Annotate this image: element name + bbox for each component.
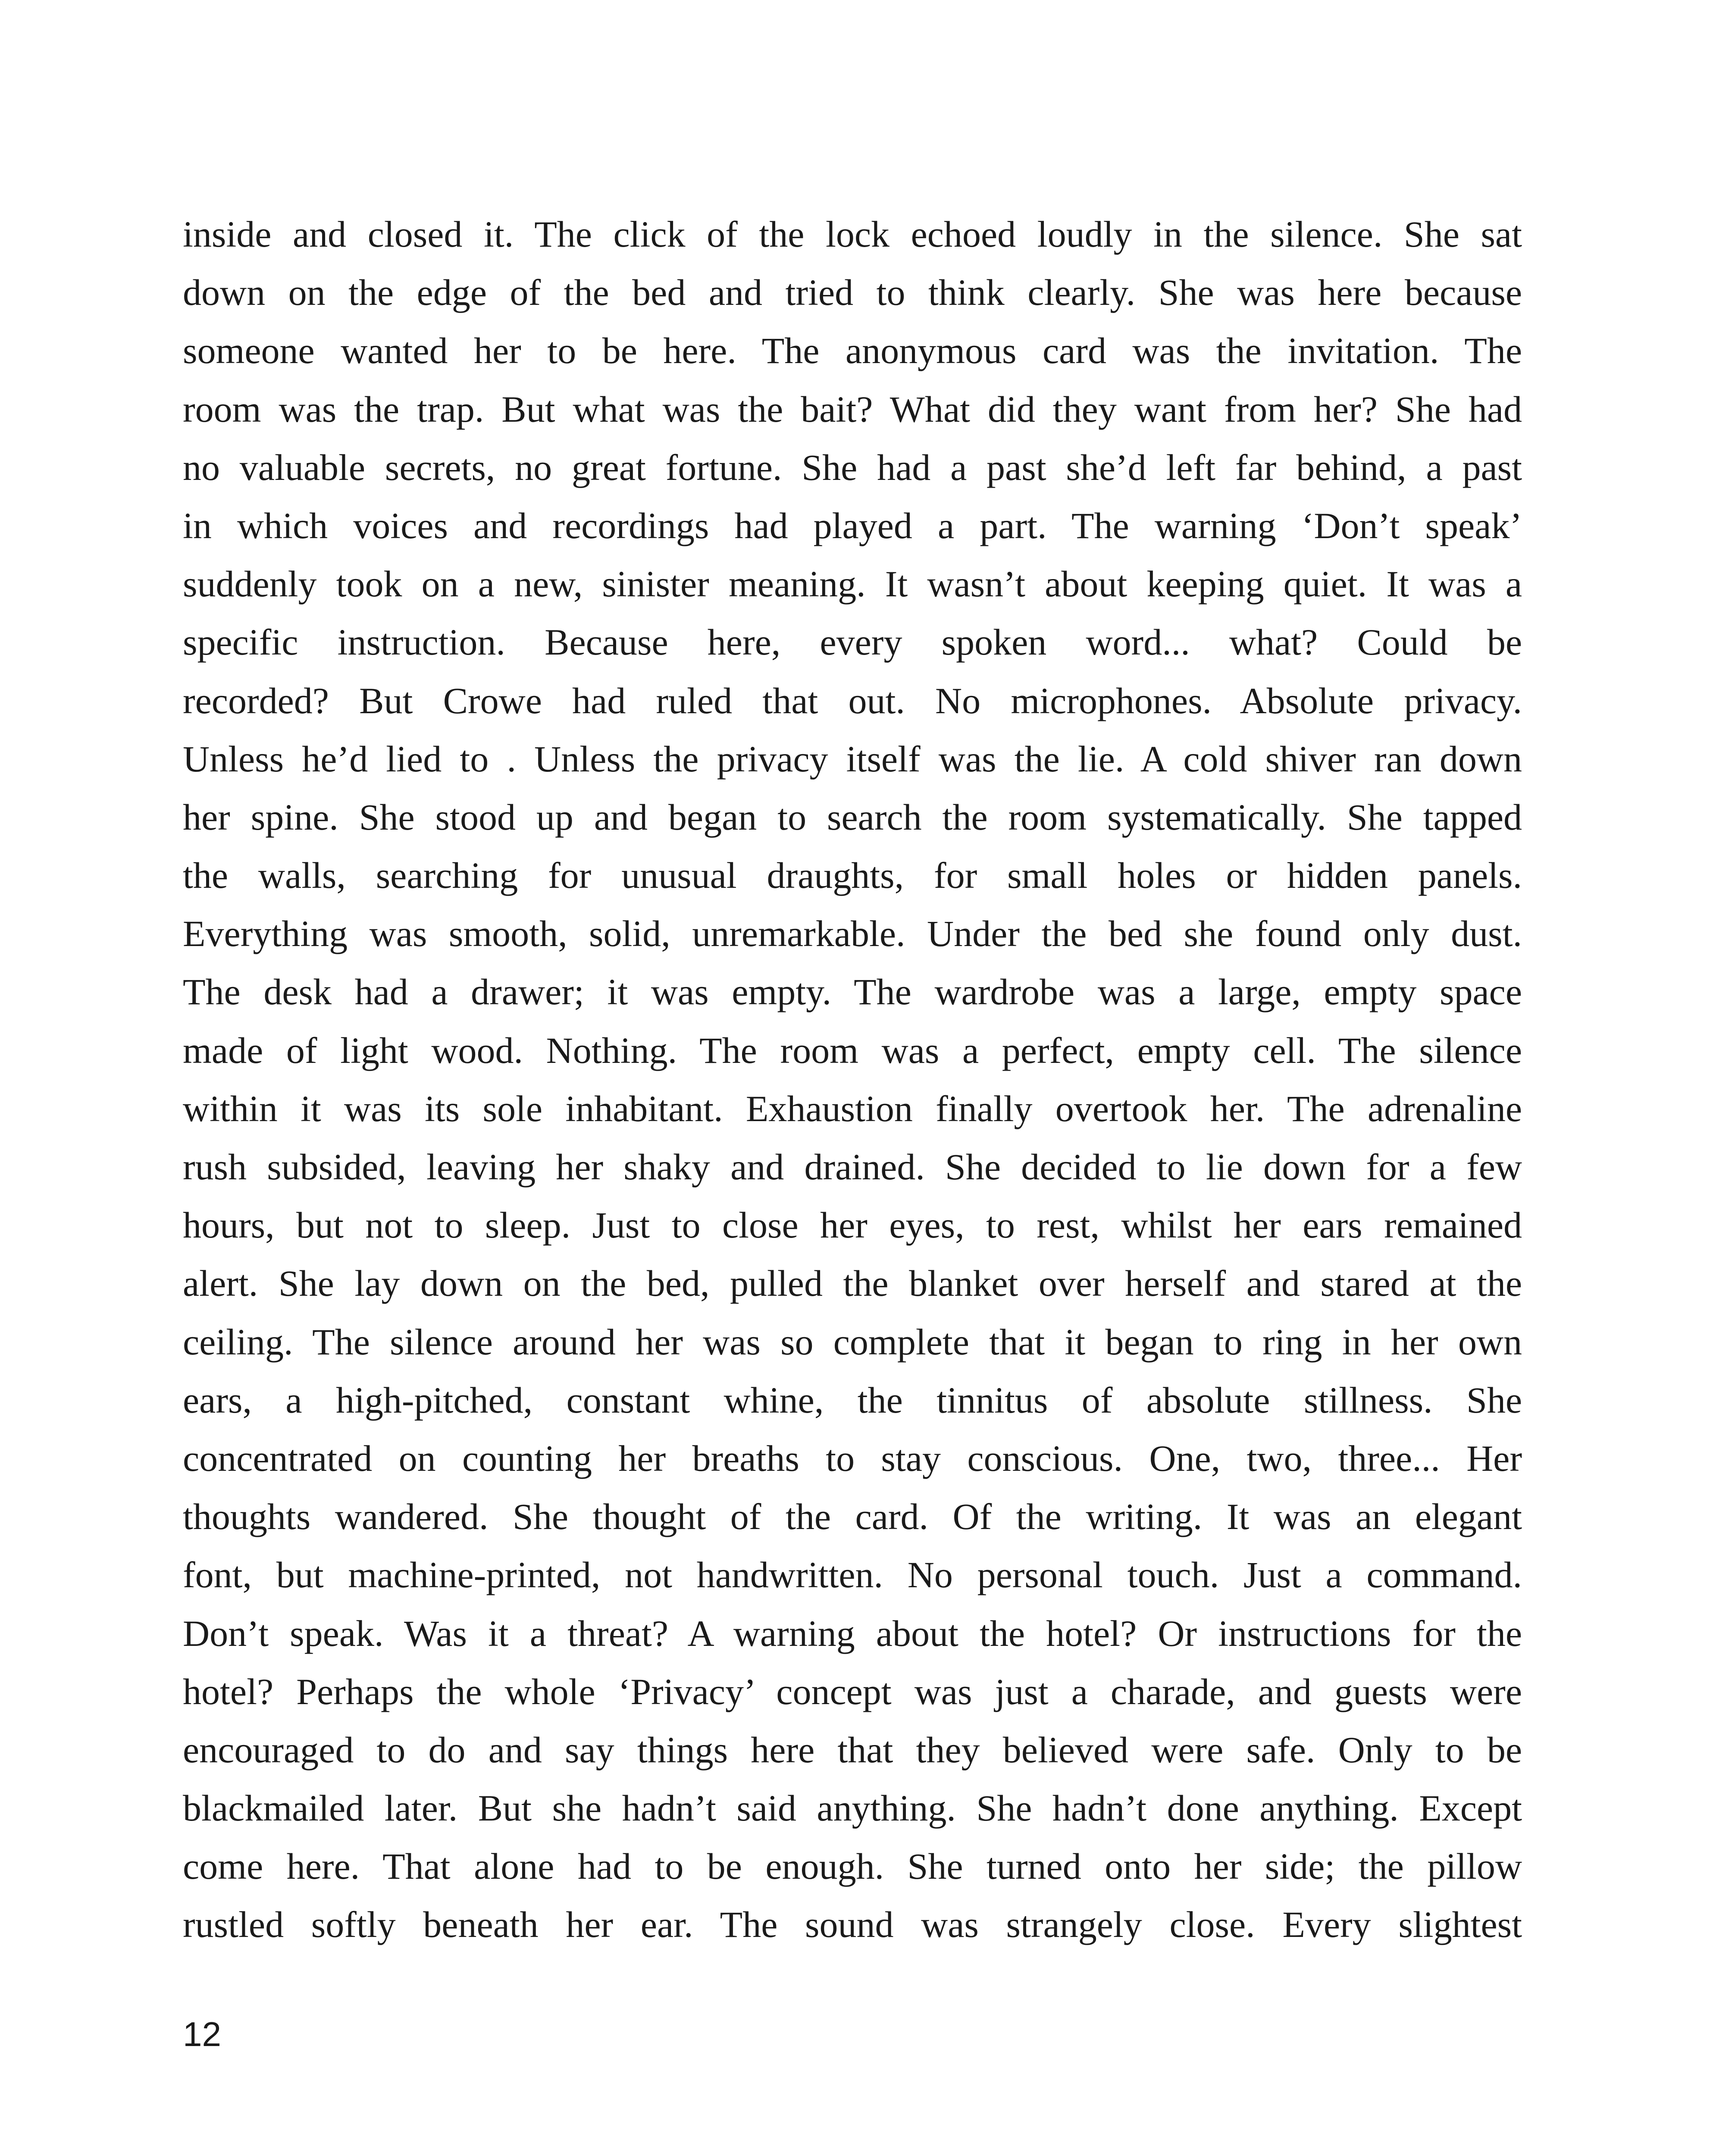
- text-line: alert. She lay down on the bed, pulled the blanket over herself and stared at the: [183, 1263, 1522, 1304]
- text-line: suddenly took on a new, sinister meaning. It wasn’t about keeping quiet. It was a: [183, 563, 1522, 605]
- text-line: the walls, searching for unusual draughts, for small holes or hidden panels.: [183, 855, 1522, 896]
- text-line: specific instruction. Because here, every spoken word... what? Could be: [183, 621, 1522, 663]
- text-line: ceiling. The silence around her was so complete that it began to ring in her own: [183, 1321, 1522, 1363]
- text-line: in which voices and recordings had played a part. The warning ‘Don’t speak’: [183, 505, 1522, 546]
- text-line: recorded? But Crowe had ruled that out. No microphones. Absolute privacy.: [183, 680, 1522, 721]
- text-line: hotel? Perhaps the whole ‘Privacy’ concept was just a charade, and guests were: [183, 1670, 1522, 1712]
- text-line: ears, a high-pitched, constant whine, the tinnitus of absolute stillness. She: [183, 1379, 1522, 1421]
- page-number: 12: [183, 2015, 221, 2053]
- text-line: no valuable secrets, no great fortune. She had a past she’d left far behind, a past: [183, 446, 1522, 488]
- text-line: down on the edge of the bed and tried to think clearly. She was here because: [183, 272, 1522, 313]
- text-line: blackmailed later. But she hadn’t said anything. She hadn’t done anything. Except: [183, 1787, 1522, 1829]
- text-line: room was the trap. But what was the bait? What did they want from her? She had: [183, 388, 1522, 430]
- text-line: come here. That alone had to be enough. She turned onto her side; the pillow: [183, 1846, 1522, 1887]
- text-line: font, but machine-printed, not handwritten. No personal touch. Just a command.: [183, 1554, 1522, 1596]
- text-line: inside and closed it. The click of the lock echoed loudly in the silence. She sat: [183, 213, 1522, 255]
- body-paragraph: [183, 205, 1522, 1954]
- text-line: her spine. She stood up and began to search the room systematically. She tapped: [183, 796, 1522, 838]
- text-line: rustled softly beneath her ear. The sound was strangely close. Every slightest: [183, 1904, 1522, 1946]
- text-line: The desk had a drawer; it was empty. The wardrobe was a large, empty space: [183, 971, 1522, 1013]
- text-line: Everything was smooth, solid, unremarkable. Under the bed she found only dust.: [183, 913, 1522, 955]
- text-line: encouraged to do and say things here that they believed were safe. Only to be: [183, 1729, 1522, 1771]
- text-line: someone wanted her to be here. The anonymous card was the invitation. The: [183, 330, 1522, 372]
- text-line: thoughts wandered. She thought of the card. Of the writing. It was an elegant: [183, 1496, 1522, 1538]
- text-line: rush subsided, leaving her shaky and drained. She decided to lie down for a few: [183, 1146, 1522, 1188]
- text-line: Unless he’d lied to . Unless the privacy itself was the lie. A cold shiver ran down: [183, 738, 1522, 780]
- text-line: hours, but not to sleep. Just to close her eyes, to rest, whilst her ears remained: [183, 1204, 1522, 1246]
- text-line: Don’t speak. Was it a threat? A warning about the hotel? Or instructions for the: [183, 1612, 1522, 1654]
- text-line: made of light wood. Nothing. The room was a perfect, empty cell. The silence: [183, 1029, 1522, 1071]
- text-line: concentrated on counting her breaths to stay conscious. One, two, three... Her: [183, 1437, 1522, 1479]
- text-line: within it was its sole inhabitant. Exhaustion finally overtook her. The adrenaline: [183, 1087, 1522, 1129]
